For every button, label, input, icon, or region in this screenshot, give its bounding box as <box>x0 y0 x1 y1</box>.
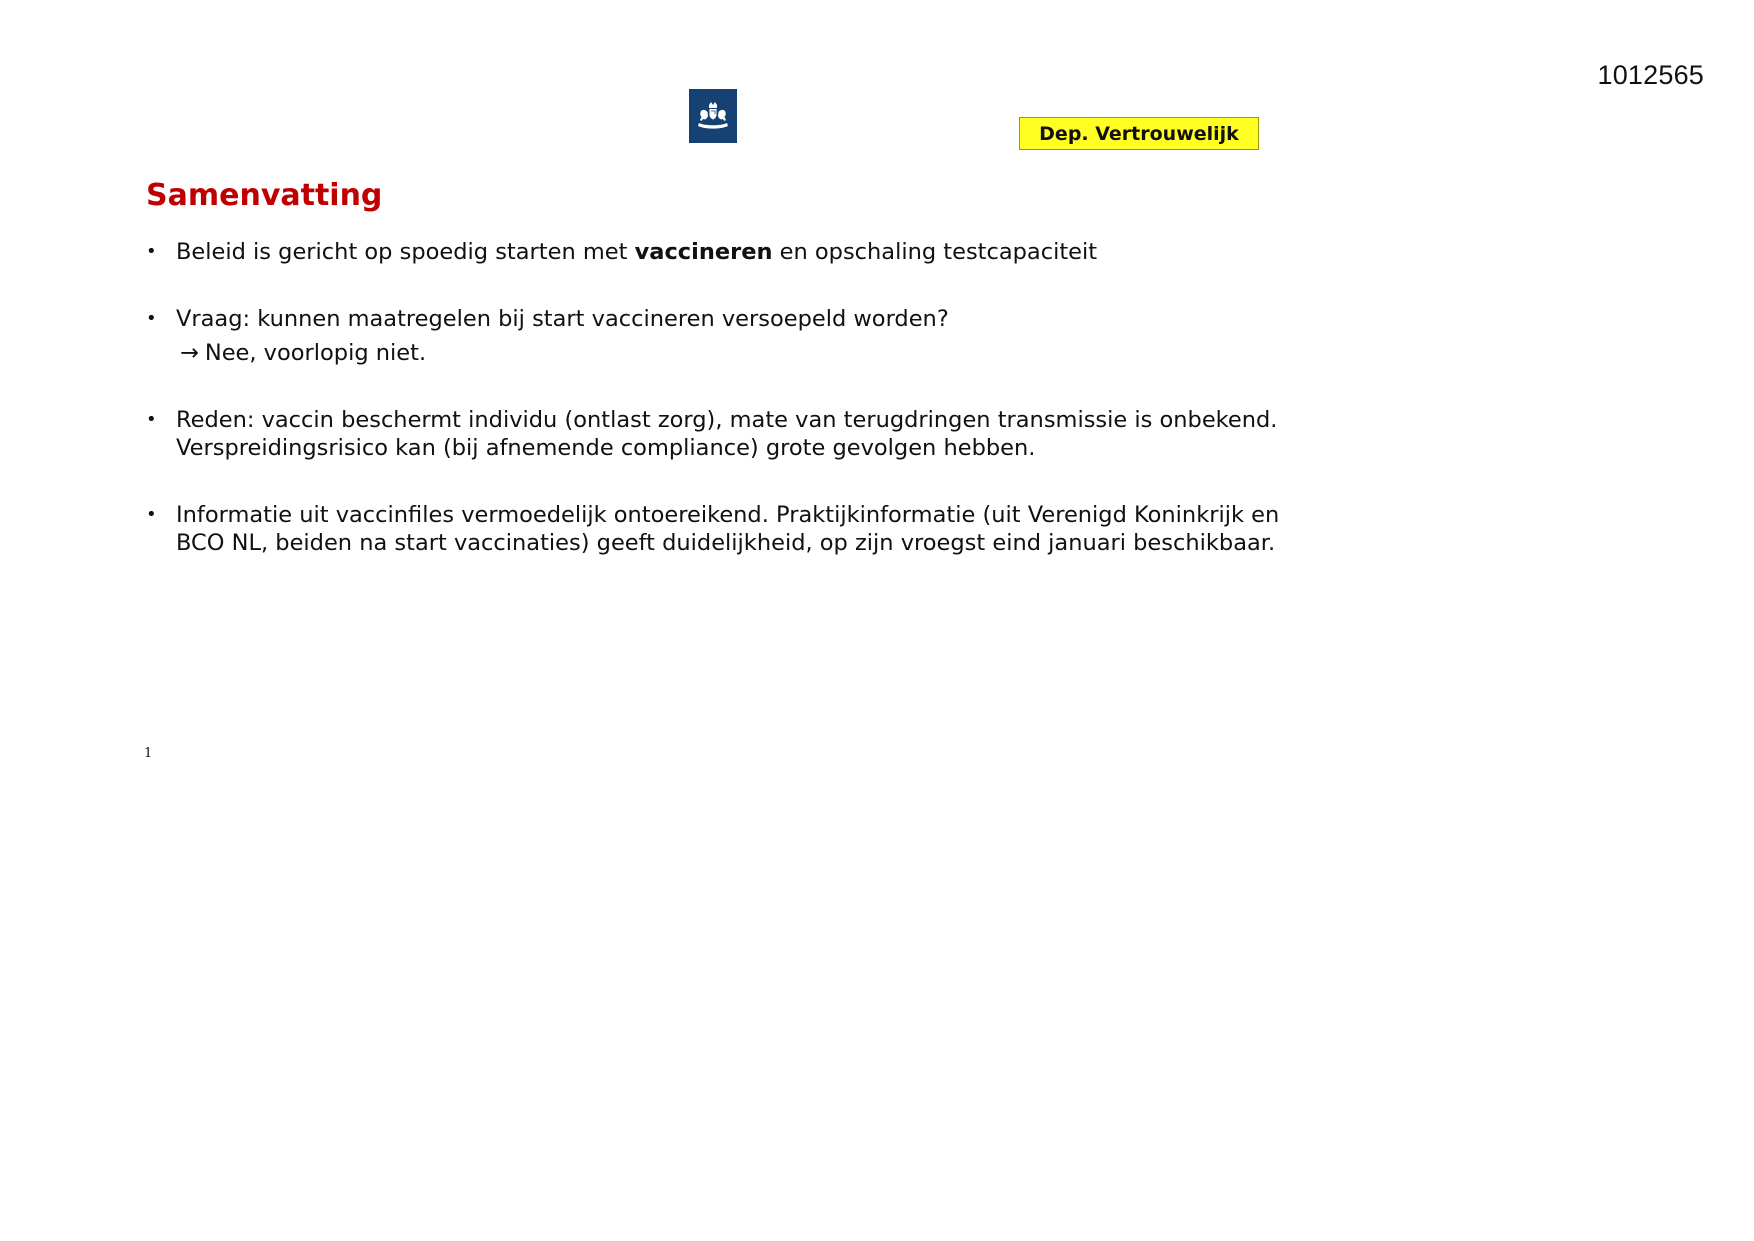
bullet-dot-icon: • <box>146 504 157 525</box>
summary-bullet-list <box>146 238 1286 596</box>
bullet-dot-icon: • <box>146 308 157 329</box>
crest-icon <box>695 101 731 131</box>
bullet-text: en opschaling testcapaciteit <box>772 239 1098 265</box>
bullet-text: Vraag: kunnen maatregelen bij start vaccineren versoepeld worden? <box>176 306 949 332</box>
bullet-text: Informatie uit vaccinfiles vermoedelijk ontoereikend. Praktijkinformatie (uit Verenigd Koninkrijk en BCO NL, beiden na start vaccinaties) geeft duidelijkheid, op zijn vroegst eind januari beschikbaar. <box>176 502 1280 556</box>
bullet-answer-text: Nee, voorlopig niet. <box>204 340 427 366</box>
bullet-dot-icon: • <box>146 409 157 430</box>
document-id: 1012565 <box>1597 60 1704 90</box>
bullet-text-emphasis: vaccineren <box>634 239 773 265</box>
bullet-dot-icon: • <box>146 241 157 262</box>
arrow-right-icon: → <box>180 340 199 366</box>
bullet-item <box>146 501 1286 557</box>
bullet-item <box>146 305 1286 367</box>
page-title: Samenvatting <box>146 178 383 213</box>
rijksoverheid-logo <box>689 89 737 143</box>
bullet-text: Beleid is gericht op spoedig starten met <box>176 239 635 265</box>
bullet-text: Reden: vaccin beschermt individu (ontlast zorg), mate van terugdringen transmissie is onbekend. Verspreidingsrisico kan (bij afnemende compliance) grote gevolgen hebben. <box>176 407 1278 461</box>
page-number: 1 <box>144 746 153 761</box>
classification-label: Dep. Vertrouwelijk <box>1019 117 1259 150</box>
bullet-answer <box>176 339 1286 367</box>
bullet-item <box>146 238 1286 266</box>
bullet-item <box>146 406 1286 462</box>
